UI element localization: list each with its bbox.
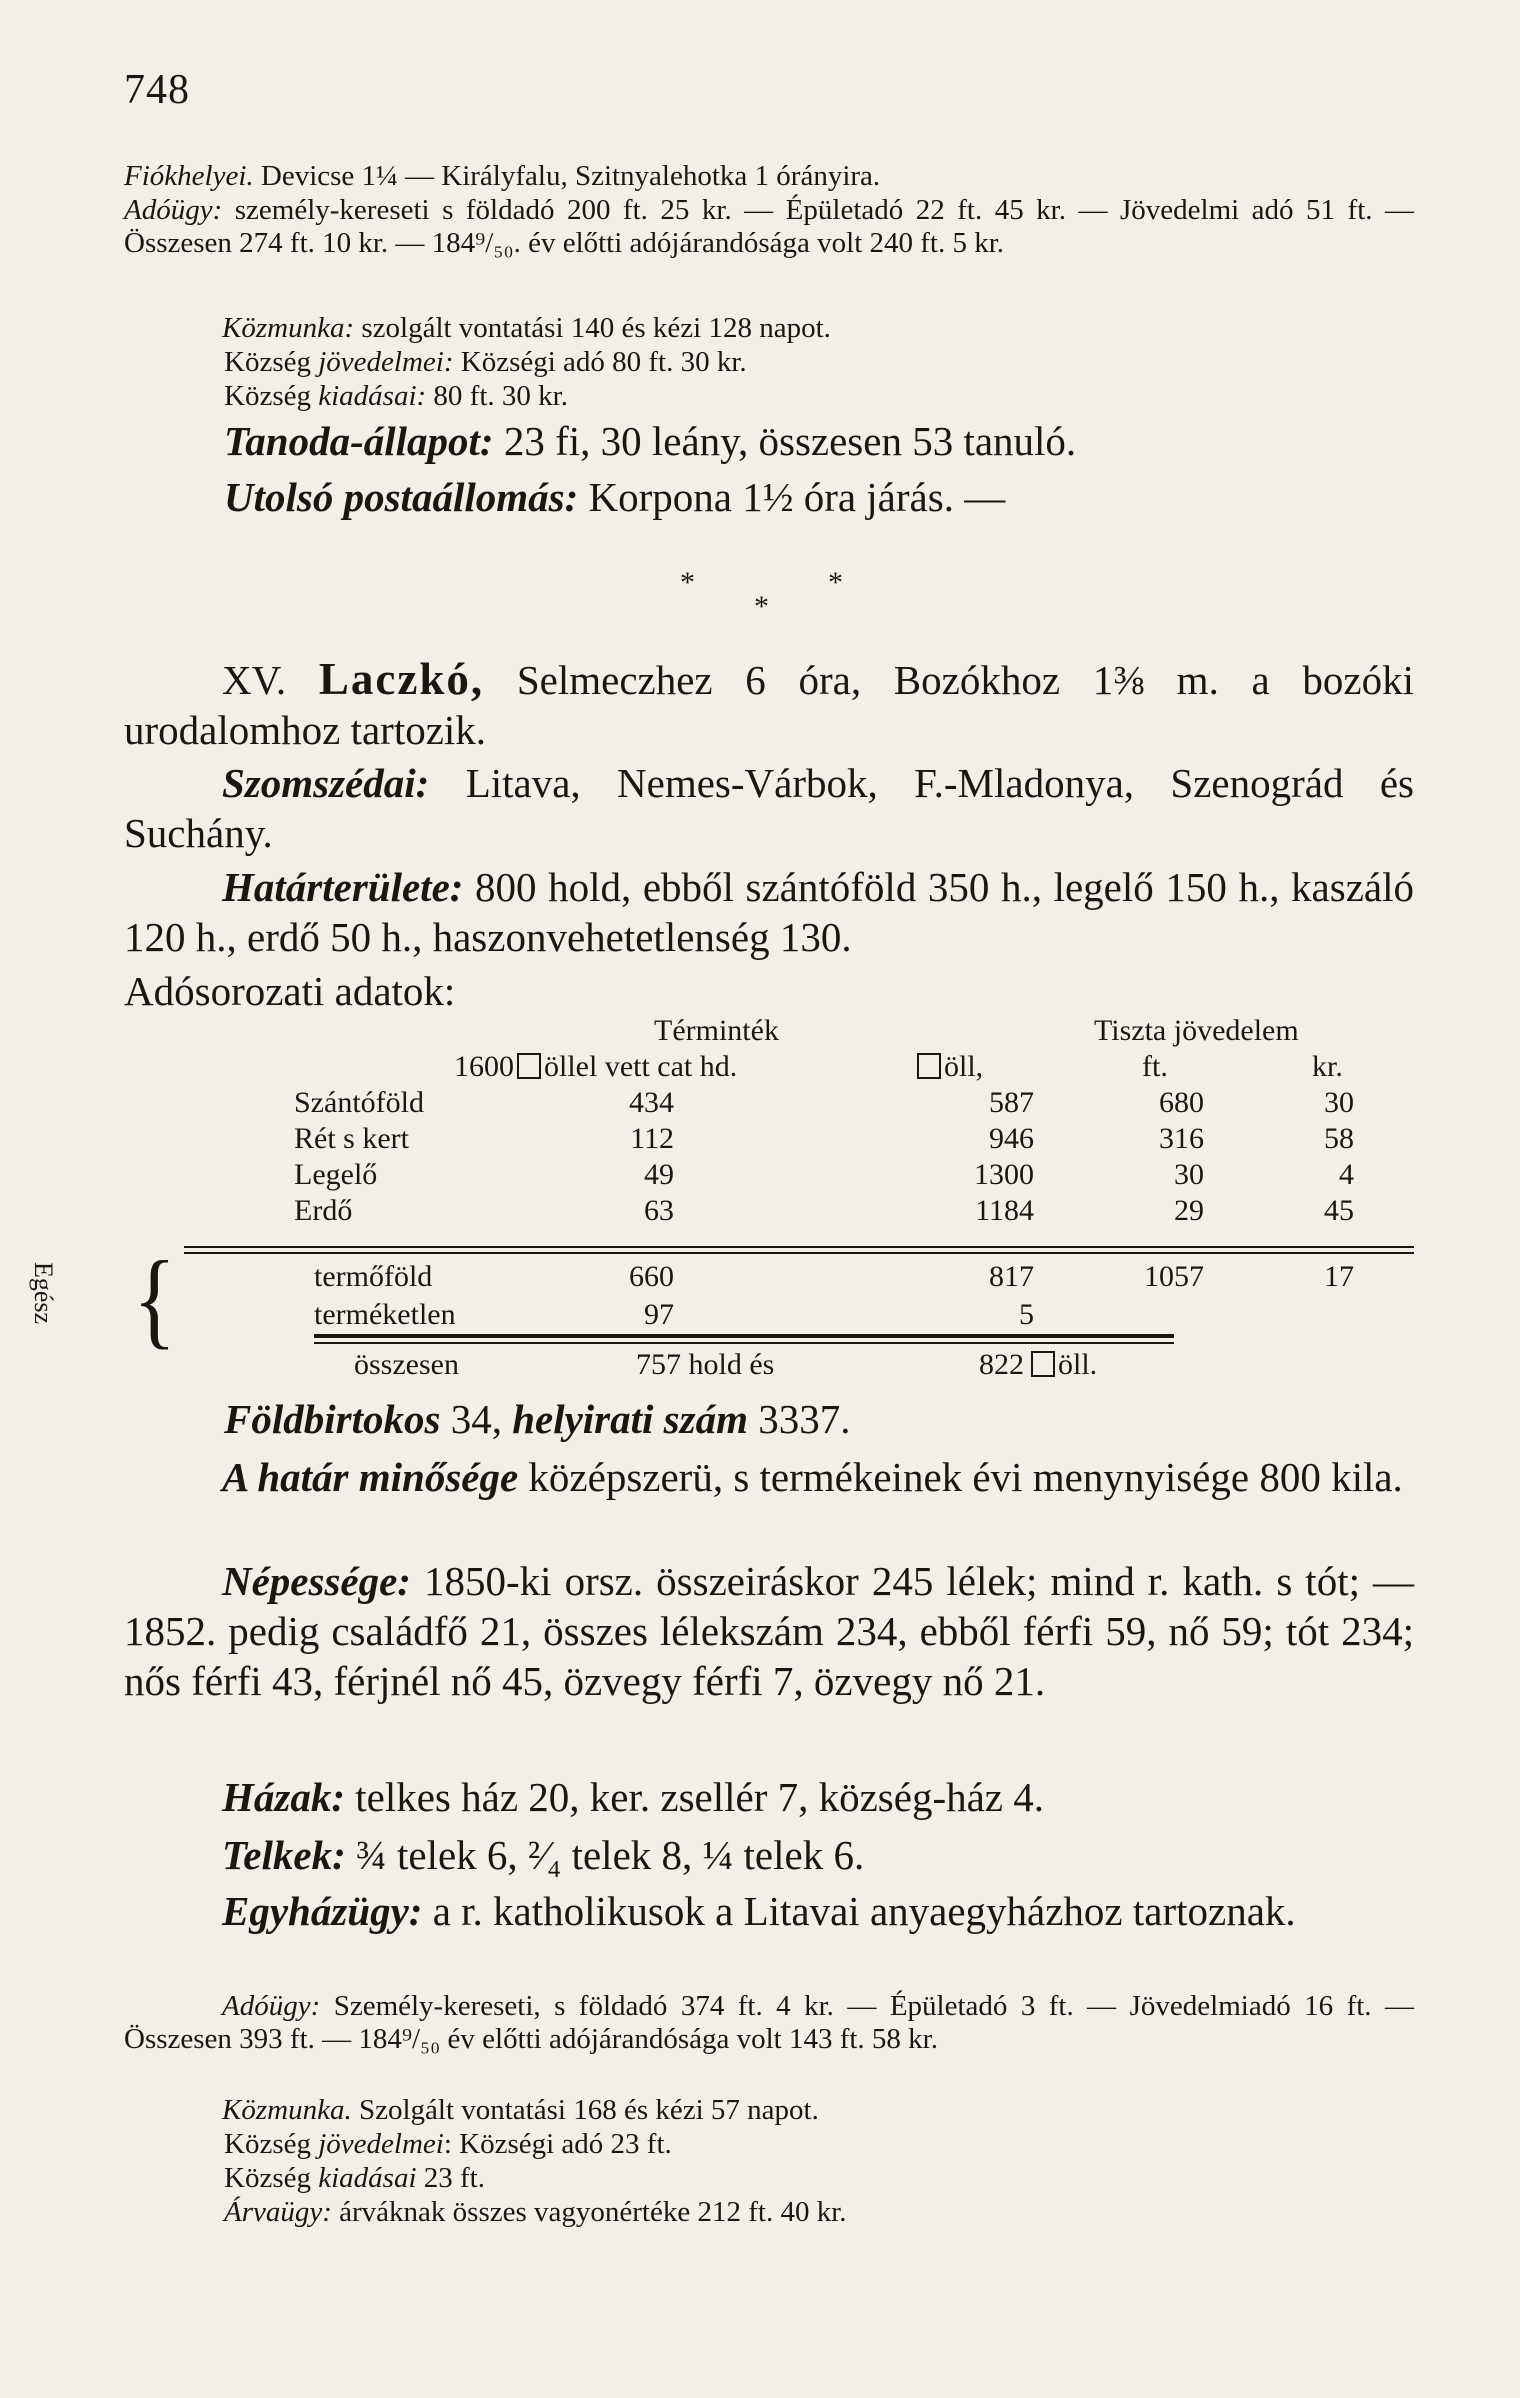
jovedelmei-label: jövedelmei: — [318, 346, 454, 378]
star-ornament: * — [828, 566, 843, 599]
sum-row-hd: 97 — [644, 1298, 674, 1331]
header-1600: 1600 — [454, 1050, 514, 1083]
adougy-paragraph — [124, 194, 1414, 260]
kozmunka-line-2 — [124, 2094, 1414, 2127]
adougy-label-2: Adóügy: — [222, 1990, 321, 2022]
telkek-text: ¾ telek 6, ²⁄₄ telek 8, ¼ telek 6. — [345, 1832, 865, 1878]
header-oll — [914, 1050, 983, 1084]
row-oll: 1184 — [975, 1194, 1034, 1227]
square-symbol — [1031, 1351, 1055, 1377]
square-symbol — [517, 1053, 541, 1079]
posta-label: Utolsó postaállomás: — [224, 474, 579, 520]
sum-row-name: termőföld — [314, 1260, 433, 1293]
row-ft: 30 — [1174, 1158, 1204, 1191]
tanoda-label: Tanoda-állapot: — [224, 418, 494, 464]
kiadasai-label: kiadásai: — [318, 380, 427, 412]
egyhazugy-paragraph — [124, 1886, 1414, 1936]
table-rule — [184, 1246, 1414, 1248]
table-rule — [314, 1342, 1174, 1344]
kiadasai-text-2: 23 ft. — [416, 2162, 485, 2194]
egyhazugy-text: a r. katholikusok a Litavai anyaegyházhoz tartoznak. — [422, 1888, 1296, 1934]
sum-row-ft: 1057 — [1144, 1260, 1204, 1293]
total-oll: 822 — [979, 1348, 1024, 1381]
helyirati-number: 3337. — [747, 1396, 851, 1442]
kozseg-word: Község — [224, 380, 319, 412]
row-name: Szántóföld — [294, 1086, 424, 1119]
row-oll: 587 — [989, 1086, 1034, 1119]
header-1600-oll — [454, 1050, 737, 1084]
header-ft: ft. — [1142, 1050, 1168, 1083]
jovedelmei-text: Községi adó 80 ft. 30 kr. — [453, 346, 747, 378]
kozseg-kiadasai-line-2 — [224, 2162, 1414, 2195]
fiokhelyei-label: Fiókhelyei. — [124, 160, 254, 192]
szomszedai-label: Szomszédai: — [222, 760, 430, 806]
adougy-paragraph-2 — [124, 1990, 1414, 2056]
header-termertek: Términték — [654, 1014, 779, 1047]
total-unit-label: öll. — [1058, 1348, 1098, 1381]
nepessege-paragraph — [124, 1556, 1414, 1706]
row-hd: 63 — [644, 1194, 674, 1227]
arvaugy-label: Árvaügy: — [224, 2196, 332, 2228]
kozmunka-line — [124, 312, 1414, 345]
helyirati-label: helyirati szám — [512, 1396, 748, 1442]
kiadasai-label-2: kiadásai — [318, 2162, 417, 2194]
entry-heading — [124, 654, 1414, 755]
posta-line — [224, 472, 1414, 522]
telkek-label: Telkek: — [222, 1832, 346, 1878]
kozseg-kiadasai-line — [224, 380, 1414, 413]
fiokhelyei-text: Devicse 1¼ — Királyfalu, Szitnyalehotka 1 órányira. — [253, 160, 881, 192]
nepessege-text: 1850-ki orsz. összeiráskor 245 lélek; mind r. kath. s tót; — 1852. pedig családfő 21, összes lélekszám 234, ebből férfi 59, nő 59; tót 234; nős férfi 43, férjnél nő 45, özvegy férfi 7, özvegy nő 21. — [124, 1558, 1414, 1704]
kozmunka-label-2: Közmunka. — [222, 2094, 352, 2126]
tanoda-line — [224, 416, 1414, 466]
hatar-minosege-paragraph — [124, 1452, 1414, 1502]
header-tiszta-jovedelem: Tiszta jövedelem — [1094, 1014, 1299, 1047]
kozseg-word-2: Község — [224, 2128, 319, 2160]
arvaugy-line — [224, 2196, 1414, 2229]
row-ft: 316 — [1159, 1122, 1204, 1155]
kozmunka-text-2: Szolgált vontatási 168 és kézi 57 napot. — [351, 2094, 819, 2126]
kozmunka-label: Közmunka: — [222, 312, 355, 344]
row-hd: 112 — [630, 1122, 674, 1155]
jovedelmei-text-2: : Községi adó 23 ft. — [443, 2128, 672, 2160]
square-symbol — [917, 1053, 941, 1079]
hatar-minosege-label: A határ minősége — [222, 1454, 519, 1500]
entry-number: XV. — [222, 657, 287, 703]
kozseg-jovedelmei-line — [224, 346, 1414, 379]
header-cat-hd: öllel vett cat hd. — [544, 1050, 738, 1083]
fiokhelyei-line — [124, 160, 1414, 193]
hazak-label: Házak: — [222, 1774, 345, 1820]
star-ornament: * — [754, 590, 769, 623]
row-hd: 434 — [629, 1086, 674, 1119]
sum-row-oll: 817 — [989, 1260, 1034, 1293]
adougy-text-2: Személy-kereseti, s földadó 374 ft. 4 kr. — Épületadó 3 ft. — Jövedelmiadó 16 ft. — Összesen 393 ft. — 184⁹/₅₀ év előtti adójárandósága volt 143 ft. 58 kr. — [124, 1990, 1414, 2055]
kozseg-jovedelmei-line-2 — [224, 2128, 1414, 2161]
hatarterulete-text: 800 hold, ebből szántóföld 350 h., legelő 150 h., kaszáló 120 h., erdő 50 h., haszonvehetetlenség 130. — [124, 864, 1414, 960]
foldbirtokos-label: Földbirtokos — [224, 1396, 441, 1442]
header-kr: kr. — [1312, 1050, 1343, 1083]
hatarterulete-paragraph — [124, 862, 1414, 962]
arvaugy-text: árváknak összes vagyonértéke 212 ft. 40 kr. — [331, 2196, 847, 2228]
hatar-minosege-text: középszerü, s termékeinek évi menynyisége 800 kila. — [518, 1454, 1403, 1500]
telkek-line — [124, 1830, 1414, 1880]
foldbirtokos-count: 34, — [440, 1396, 513, 1442]
row-name: Erdő — [294, 1194, 353, 1227]
total-unit — [1028, 1348, 1097, 1382]
table-rule — [314, 1334, 1174, 1338]
entry-name: Laczkó, — [318, 654, 485, 704]
header-oll-label: öll, — [944, 1050, 984, 1083]
adougy-label: Adóügy: — [124, 194, 223, 226]
row-oll: 1300 — [974, 1158, 1034, 1191]
sum-row-kr: 17 — [1324, 1260, 1354, 1293]
kozseg-word: Község — [224, 346, 319, 378]
kozmunka-text: szolgált vontatási 140 és kézi 128 napot. — [354, 312, 831, 344]
row-kr: 4 — [1339, 1158, 1354, 1191]
row-hd: 49 — [644, 1158, 674, 1191]
total-name: összesen — [354, 1348, 459, 1381]
row-ft: 680 — [1159, 1086, 1204, 1119]
szomszedai-paragraph — [124, 758, 1414, 858]
row-kr: 58 — [1324, 1122, 1354, 1155]
row-oll: 946 — [989, 1122, 1034, 1155]
tanoda-text: 23 fi, 30 leány, összesen 53 tanuló. — [493, 418, 1077, 464]
star-ornament: * — [680, 566, 695, 599]
row-kr: 30 — [1324, 1086, 1354, 1119]
hazak-line — [124, 1772, 1414, 1822]
nepessege-label: Népessége: — [222, 1558, 411, 1604]
egesz-side-label: Egész — [29, 1262, 58, 1325]
page-number: 748 — [124, 67, 190, 113]
adosorozati-table — [124, 1010, 1414, 1390]
sum-row-hd: 660 — [629, 1260, 674, 1293]
adougy-text: személy-kereseti s földadó 200 ft. 25 kr. — Épületadó 22 ft. 45 kr. — Jövedelmi adó 51 ft. — Összesen 274 ft. 10 kr. — 184⁹/₅₀. év előtti adójárandósága volt 240 ft. 5 kr. — [124, 194, 1414, 259]
brace-symbol: { — [133, 1240, 177, 1359]
sum-row-name: terméketlen — [314, 1298, 456, 1331]
foldbirtokos-line — [224, 1394, 1414, 1444]
hazak-text: telkes ház 20, ker. zsellér 7, község-ház 4. — [345, 1774, 1045, 1820]
row-ft: 29 — [1174, 1194, 1204, 1227]
table-rule — [184, 1252, 1414, 1254]
row-name: Legelő — [294, 1158, 378, 1191]
egyhazugy-label: Egyházügy: — [222, 1888, 423, 1934]
adosorozati-title: Adósorozati adatok: — [124, 968, 456, 1014]
jovedelmei-label-2: jövedelmei — [318, 2128, 444, 2160]
row-name: Rét s kert — [294, 1122, 409, 1155]
kozseg-word-2: Község — [224, 2162, 319, 2194]
sum-row-oll: 5 — [1019, 1298, 1034, 1331]
entry-text: Selmeczhez 6 óra, Bozókhoz 1⅜ m. a bozóki urodalomhoz tartozik. — [124, 657, 1415, 753]
hatarterulete-label: Határterülete: — [222, 864, 464, 910]
kiadasai-text: 80 ft. 30 kr. — [426, 380, 568, 412]
total-hd: 757 hold és — [636, 1348, 775, 1381]
row-kr: 45 — [1324, 1194, 1354, 1227]
szomszedai-text: Litava, Nemes-Várbok, F.-Mladonya, Szenográd és Suchány. — [124, 760, 1414, 856]
posta-text: Korpona 1½ óra járás. — — [578, 474, 1006, 520]
